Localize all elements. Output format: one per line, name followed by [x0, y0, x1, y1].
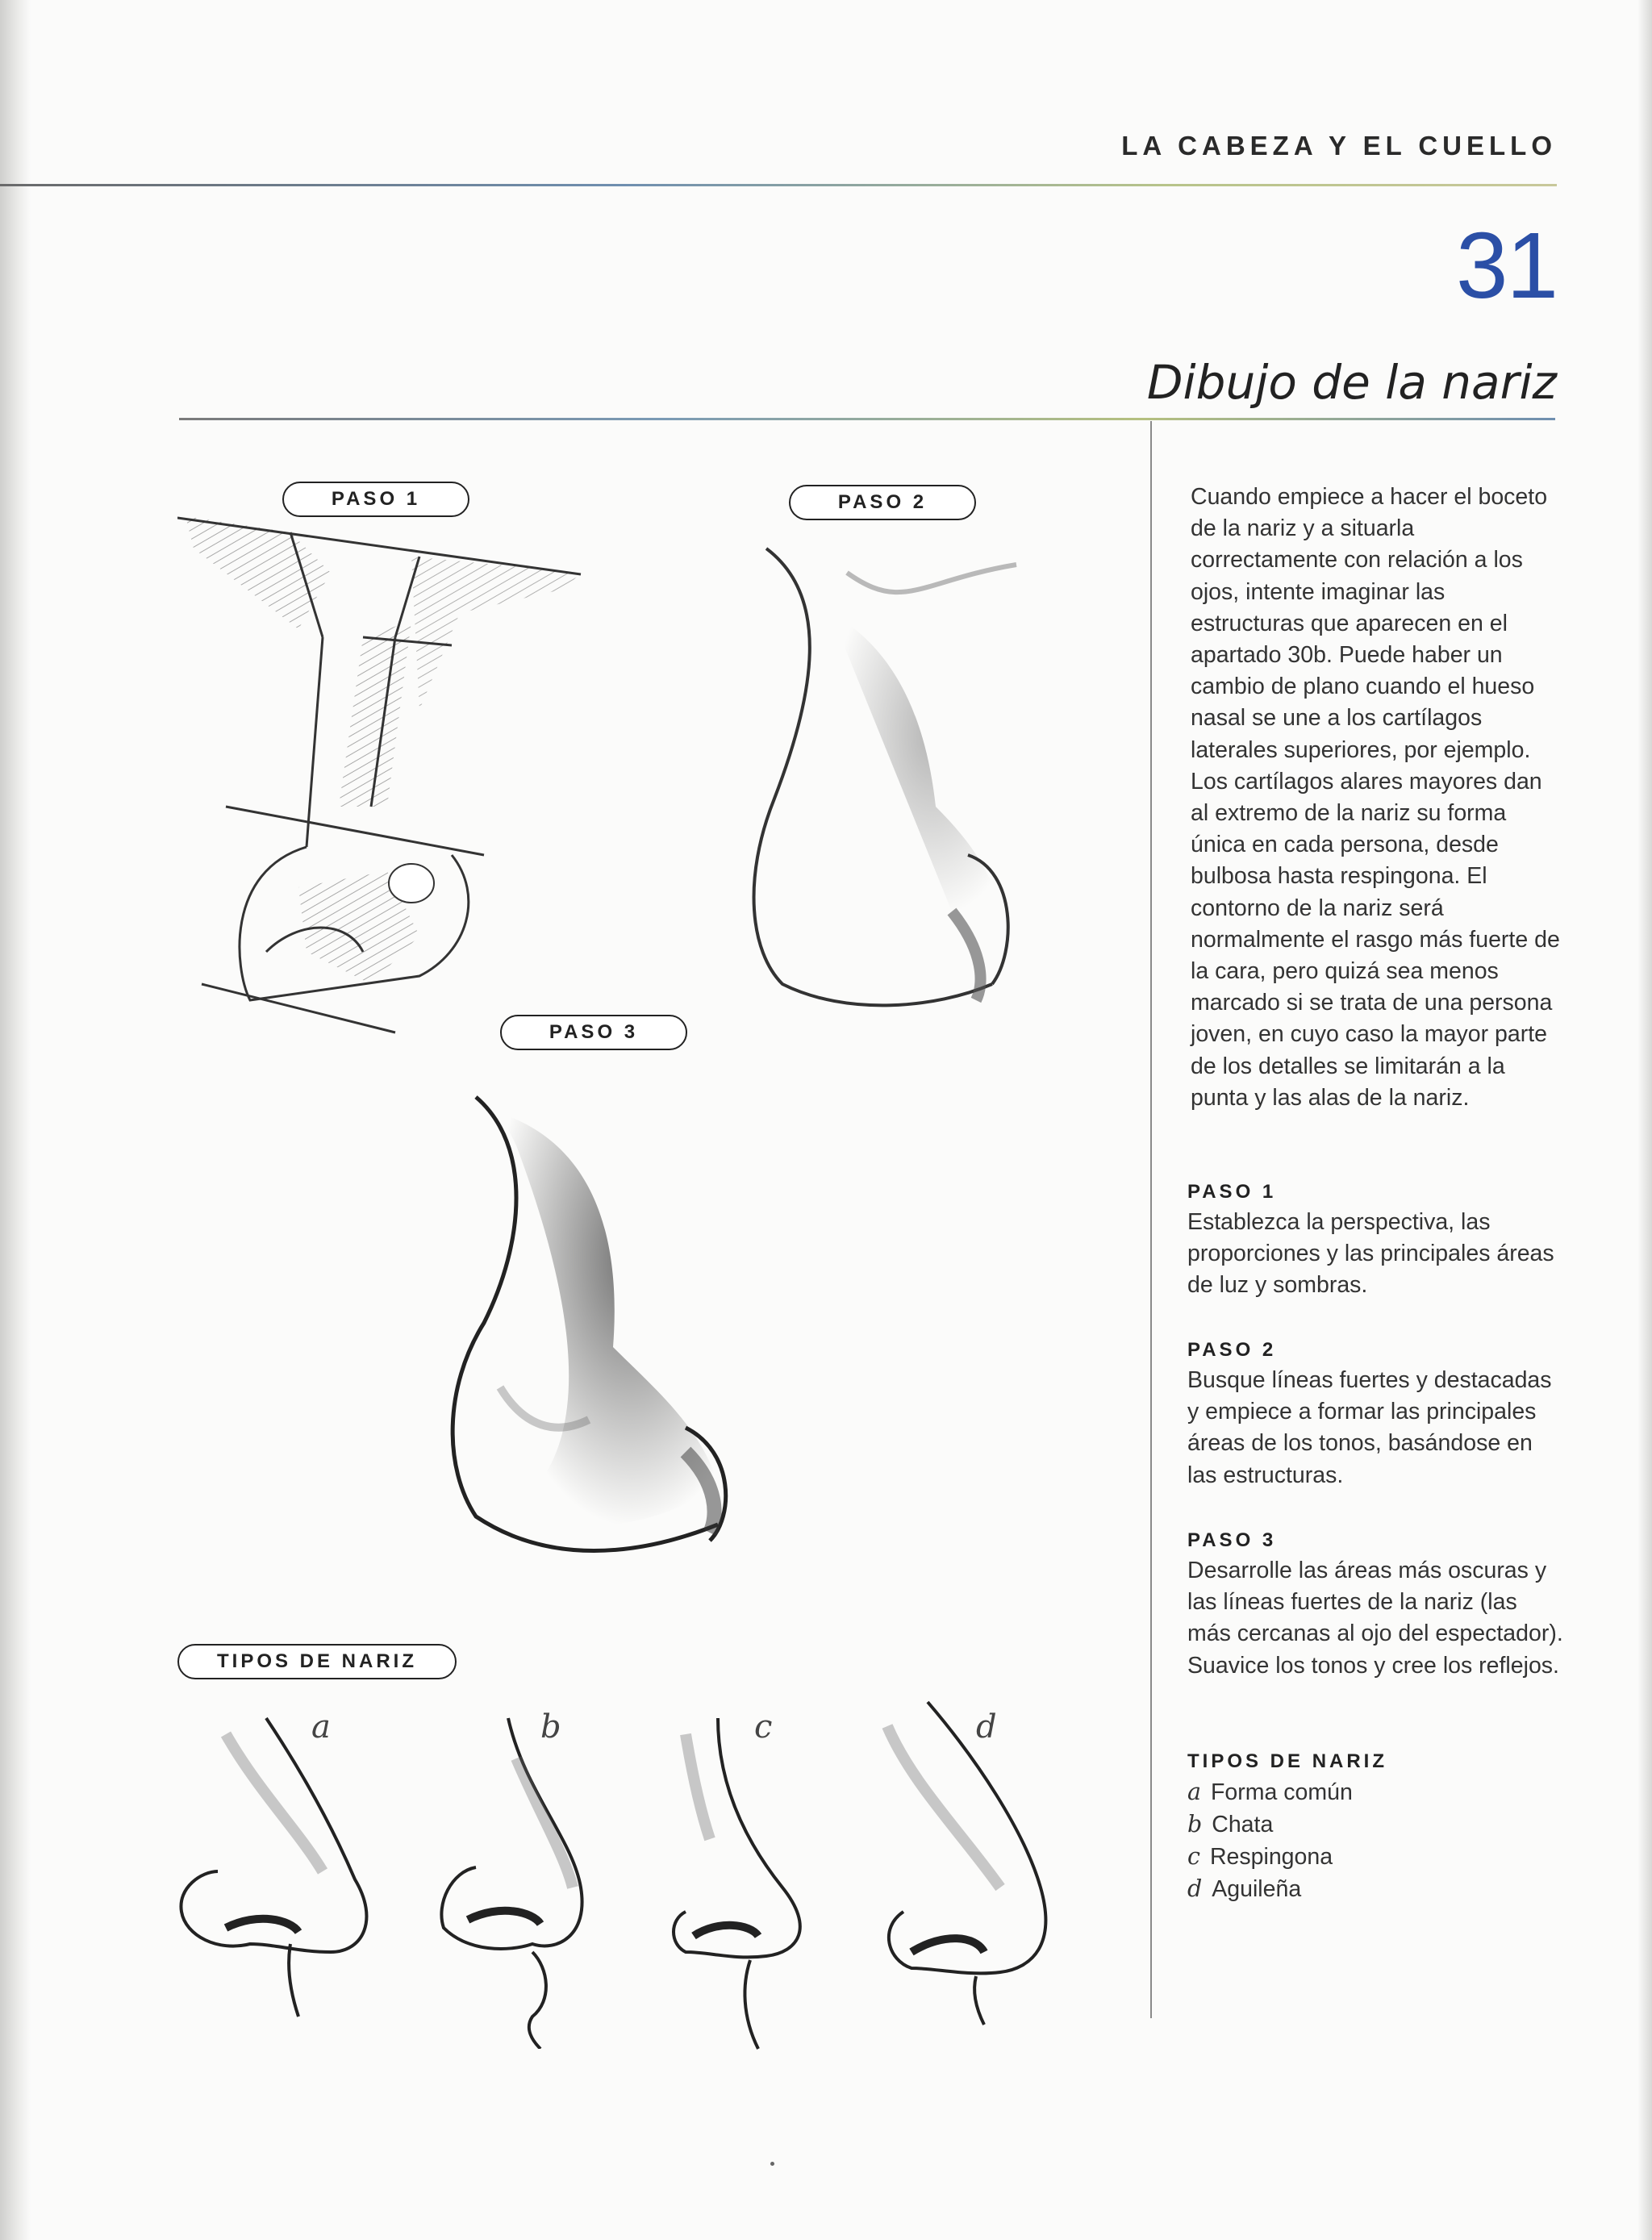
paso3-text: Desarrolle las áreas más oscuras y las líneas fuertes de la nariz (las más cercanas al ojo del espectador). Suavice los tonos y cree los reflejos.: [1187, 1558, 1563, 1679]
step1-nose-sketch: [177, 500, 597, 1049]
step1-label: PASO 1: [282, 482, 469, 517]
step2-nose-sketch: [726, 532, 1049, 1016]
nose-type-a-drawing: [169, 1710, 379, 2033]
page-title: Dibujo de la nariz: [1146, 355, 1557, 410]
type-letter-c: c: [754, 1708, 773, 1746]
paso2-heading: PASO 2: [1187, 1339, 1277, 1361]
types-heading: TIPOS DE NARIZ: [1187, 1750, 1388, 1772]
paso2-text: Busque líneas fuertes y destacadas y empiece a formar las principales áreas de los tonos, basándose en las estructuras.: [1187, 1367, 1552, 1488]
page-number: 31: [1455, 213, 1557, 318]
paso3-section: [1187, 1529, 1566, 1682]
paso1-section: [1187, 1181, 1566, 1302]
types-list: [1187, 1776, 1566, 1905]
types-section: [1187, 1750, 1566, 1905]
page-gutter-shadow: [0, 0, 31, 2240]
paso1-text: Establezca la perspectiva, las proporciones y las principales áreas de luz y sombras.: [1187, 1209, 1554, 1299]
paso1-heading: PASO 1: [1187, 1181, 1277, 1203]
list-item: a Forma común: [1187, 1779, 1353, 1805]
step3-label: PASO 3: [500, 1015, 687, 1050]
list-item: b Chata: [1187, 1811, 1274, 1837]
header-rule: [0, 184, 1557, 186]
type-letter-b: b: [540, 1708, 561, 1746]
types-label: TIPOS DE NARIZ: [177, 1644, 457, 1679]
paso3-heading: PASO 3: [1187, 1529, 1277, 1551]
column-divider: [1150, 421, 1152, 2018]
nose-type-d-drawing: [863, 1694, 1065, 2041]
print-speck: [770, 2162, 774, 2166]
nose-type-b-drawing: [419, 1710, 621, 2049]
paso2-section: [1187, 1339, 1566, 1491]
page-edge-shadow: [1637, 0, 1652, 2240]
title-rule: [179, 418, 1555, 420]
type-letter-a: a: [311, 1708, 331, 1746]
running-head: LA CABEZA Y EL CUELLO: [1121, 131, 1557, 161]
step3-nose-drawing: [411, 1081, 750, 1565]
nose-type-c-drawing: [653, 1710, 815, 2057]
step2-label: PASO 2: [789, 485, 976, 520]
list-item: d Aguileña: [1187, 1875, 1302, 1902]
type-letter-d: d: [976, 1708, 997, 1746]
intro-paragraph: Cuando empiece a hacer el boceto de la nariz y a situarla correctamente con relación a los ojos, intente imaginar las estructuras que aparecen en el apartado 30b. Puede haber un cambio de plano cuando el hueso nasal se une a los cartílagos laterales superiores, por ejemplo. Los cartílagos alares mayores dan al extremo de la nariz su forma única en cada persona, desde bulbosa hasta respingona. El contorno de la nariz será normalmente el rasgo más fuerte de la cara, pero quizá sea menos marcado si se trata de una persona joven, en cuyo caso la mayor parte de los detalles se limitarán a la punta y las alas de la nariz.: [1191, 484, 1560, 1111]
list-item: c Respingona: [1187, 1843, 1333, 1870]
